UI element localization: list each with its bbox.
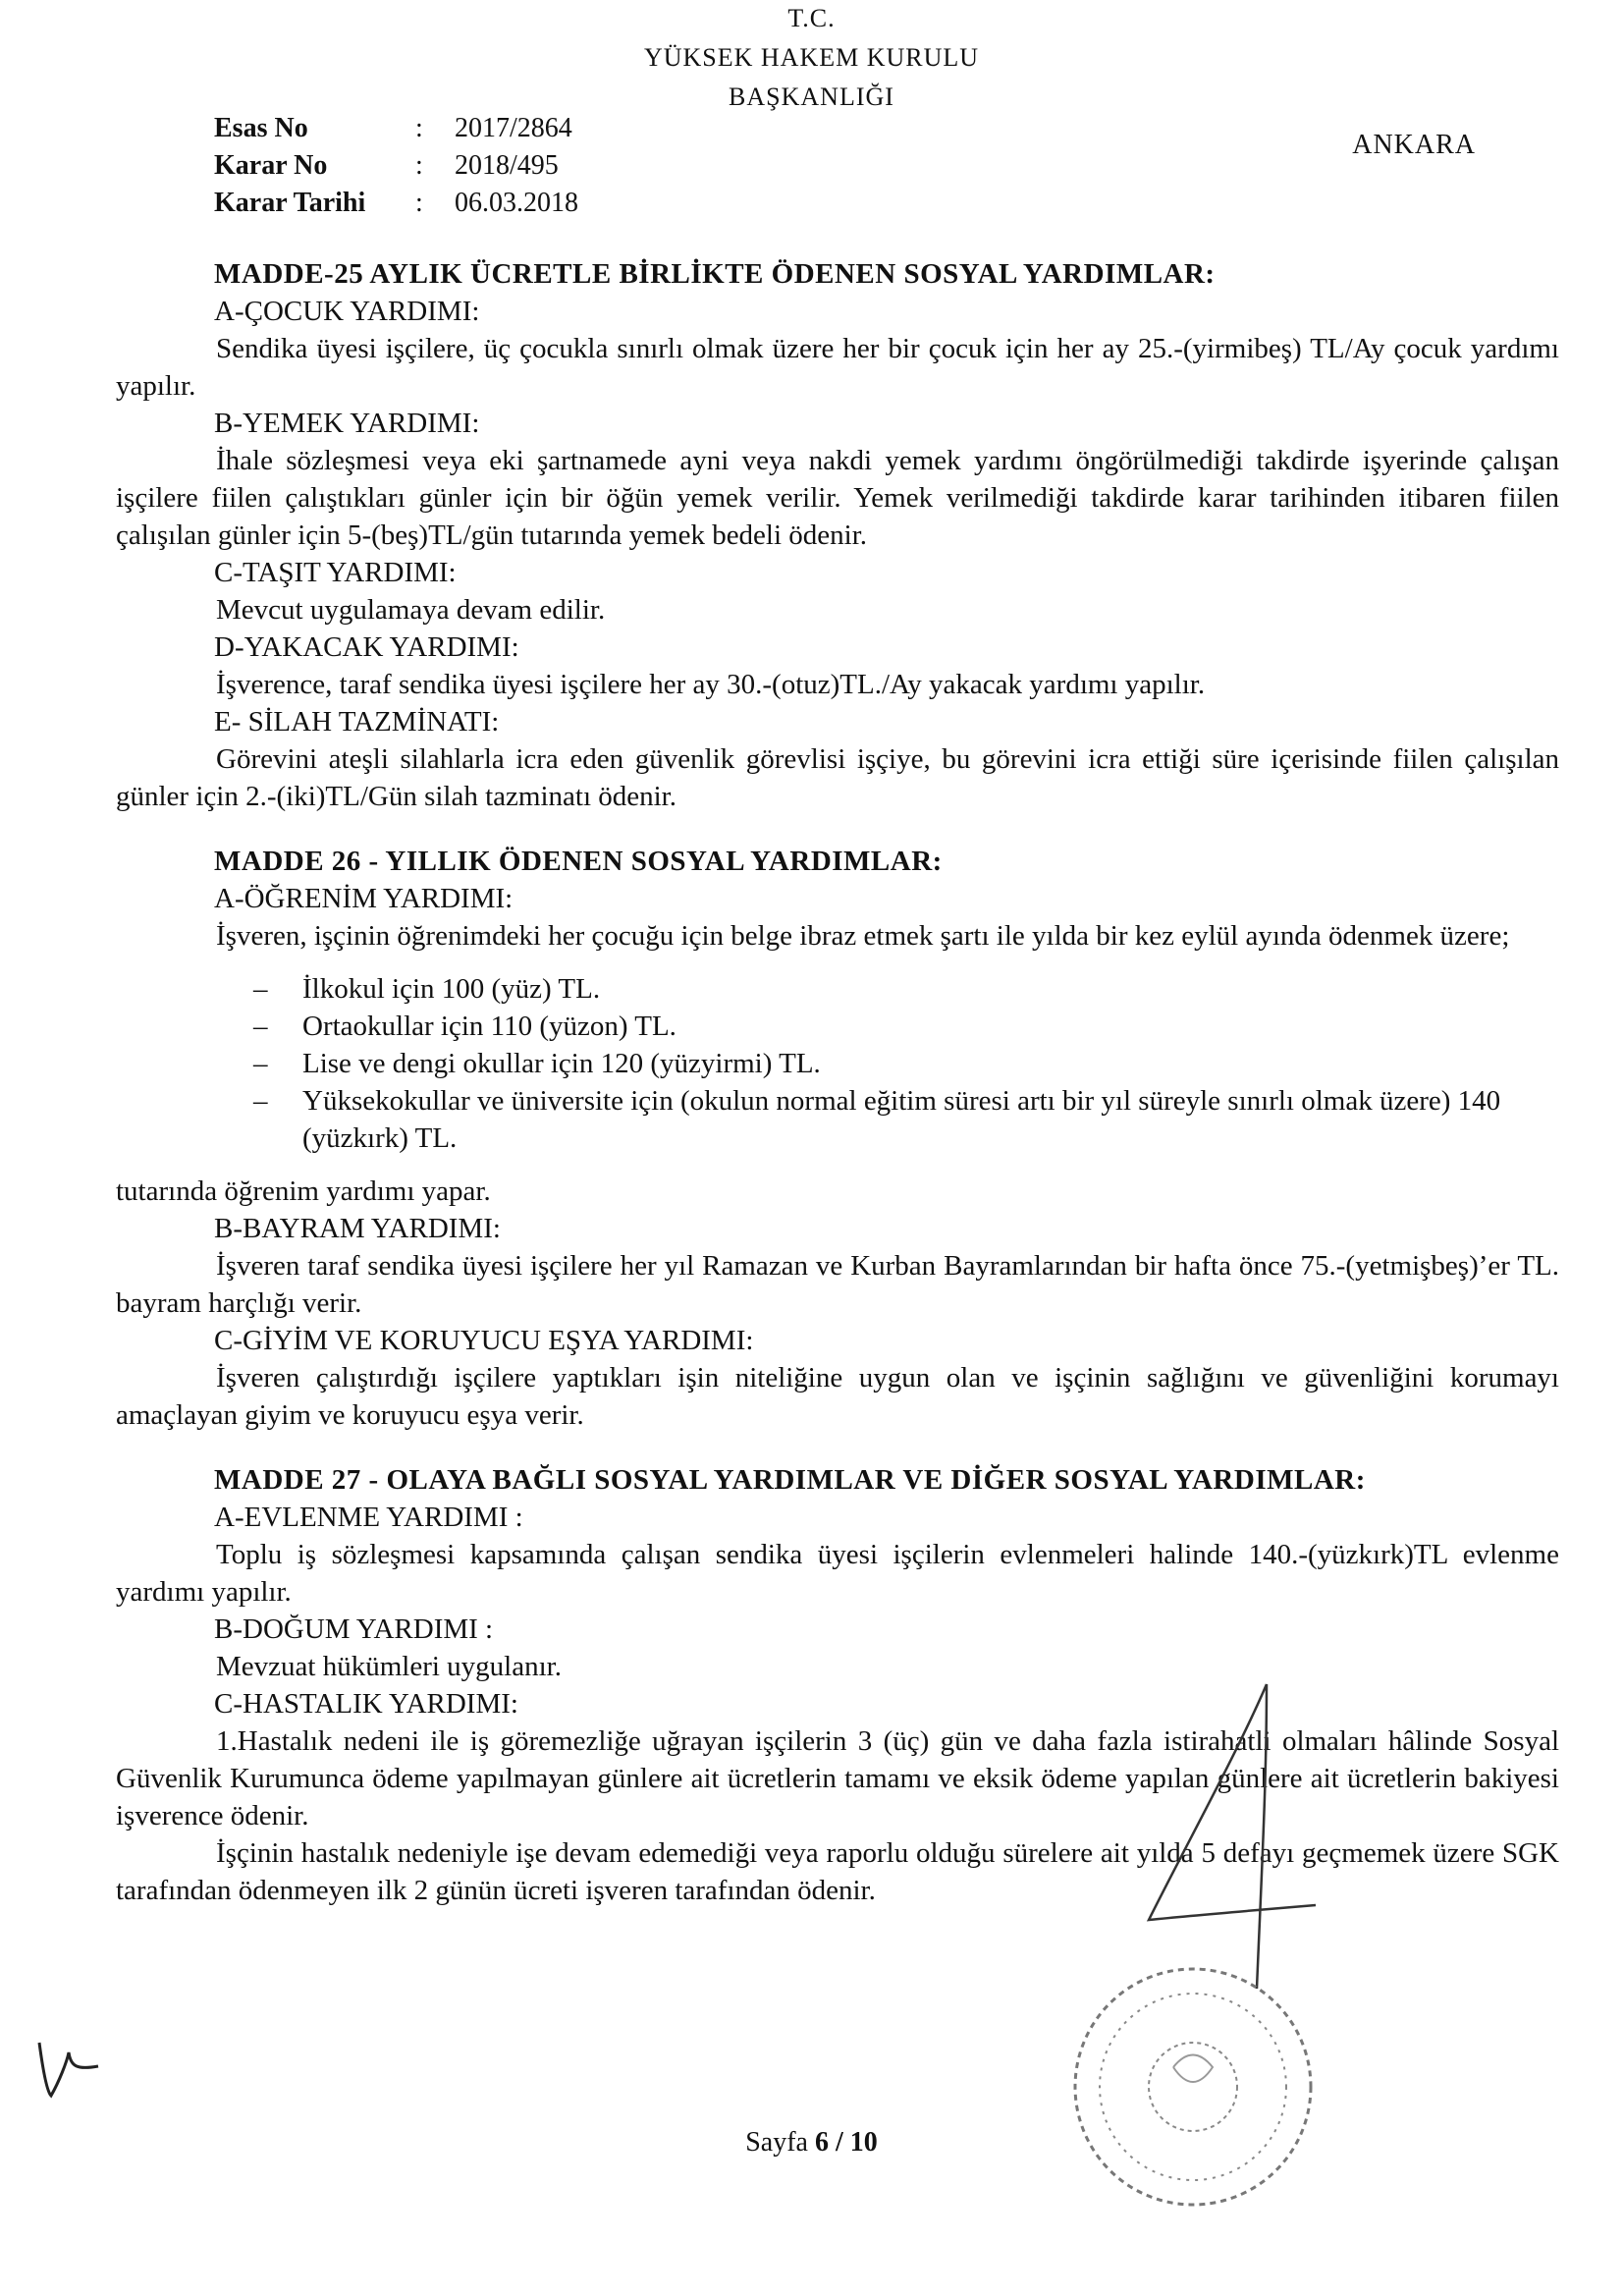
list-item-text: Yüksekokullar ve üniversite için (okulun normal eğitim süresi artı bir yıl süreyle sınırlı olmak üzere) 140 (yüzkırk) TL. <box>302 1085 1501 1154</box>
section-heading: C-HASTALIK YARDIMI: <box>214 1688 518 1720</box>
official-stamp <box>1046 1949 1340 2224</box>
paragraph: İşveren, işçinin öğrenimdeki her çocuğu için belge ibraz etmek şartı ile yılda bir kez eylül ayında ödenmek üzere; <box>216 920 1510 952</box>
meta-label: Esas No <box>214 113 308 143</box>
paragraph: Görevini ateşli silahlarla icra eden güvenlik görevlisi işçiye, bu görevini icra ettiği süre içerisinde fiilen çalışılan günler için 2.-(iki)TL/Gün silah tazminatı ödenir. <box>116 743 1559 812</box>
section-heading: D-YAKACAK YARDIMI: <box>214 631 519 663</box>
dash-bullet: – <box>253 973 268 1005</box>
paragraph: İşçinin hastalık nedeniyle işe devam edemediği veya raporlu olduğu sürelere ait yılda 5 defayı geçmemek üzere SGK tarafından ödenmeyen ilk 2 günün ücreti işveren tarafından ödenir. <box>116 1837 1559 1906</box>
paragraph: Mevzuat hükümleri uygulanır. <box>216 1651 562 1682</box>
spacer <box>116 1434 1559 1461</box>
list-item <box>253 1008 1559 1045</box>
city-label: ANKARA <box>1352 130 1476 160</box>
signature-mark <box>1119 1665 1355 1998</box>
paragraph: Mevcut uygulamaya devam edilir. <box>216 594 606 626</box>
section-heading: A-ÖĞRENİM YARDIMI: <box>214 883 514 914</box>
article-25-title: MADDE-25 AYLIK ÜCRETLE BİRLİKTE ÖDENEN SOSYAL YARDIMLAR: <box>214 258 1216 290</box>
meta-value: 2018/495 <box>455 150 559 181</box>
list-item <box>253 1045 1559 1082</box>
header-line-institution: YÜKSEK HAKEM KURULU <box>643 43 980 72</box>
paragraph: İşveren çalıştırdığı işçilere yaptıkları işin niteliğine uygun olan ve işçinin sağlığını ve güvenliğini korumayı amaçlayan giyim ve koruyucu eşya verir. <box>116 1362 1559 1431</box>
section-heading: B-DOĞUM YARDIMI : <box>214 1613 494 1645</box>
meta-colon: : <box>415 113 423 143</box>
list-item <box>253 970 1559 1008</box>
handwritten-initial <box>29 2033 108 2102</box>
meta-value: 2017/2864 <box>455 113 572 143</box>
list-item-text: Ortaokullar için 110 (yüzon) TL. <box>302 1011 676 1042</box>
meta-label: Karar Tarihi <box>214 188 366 218</box>
article-27-title: MADDE 27 - OLAYA BAĞLI SOSYAL YARDIMLAR VE DİĞER SOSYAL YARDIMLAR: <box>214 1464 1366 1496</box>
section-heading: B-BAYRAM YARDIMI: <box>214 1213 501 1244</box>
page-footer <box>0 2127 1623 2159</box>
meta-value: 06.03.2018 <box>455 188 578 218</box>
section-heading: C-TAŞIT YARDIMI: <box>214 557 457 588</box>
dash-bullet: – <box>253 1048 268 1079</box>
meta-colon: : <box>415 150 423 181</box>
page-number: 6 / 10 <box>814 2127 878 2158</box>
section-heading: E- SİLAH TAZMİNATI: <box>214 706 500 738</box>
meta-row-tarih <box>214 185 578 222</box>
page-label: Sayfa <box>745 2127 808 2158</box>
meta-row-esas <box>214 110 578 147</box>
section-heading: B-YEMEK YARDIMI: <box>214 408 480 439</box>
education-aid-list <box>253 970 1559 1157</box>
dash-bullet: – <box>253 1085 268 1117</box>
list-item-text: Lise ve dengi okullar için 120 (yüzyirmi) TL. <box>302 1048 821 1079</box>
paragraph: İşverence, taraf sendika üyesi işçilere her ay 30.-(otuz)TL./Ay yakacak yardımı yapılır. <box>216 669 1206 700</box>
list-item-text: İlkokul için 100 (yüz) TL. <box>302 973 601 1005</box>
paragraph: 1.Hastalık nedeni ile iş göremezliğe uğrayan işçilerin 3 (üç) gün ve daha fazla istirahatli olmaları hâlinde Sosyal Güvenlik Kurumunca ödeme yapılmayan günlere ait ücretlerin tamamı ve eksik ödeme yapılan günlere ait ücretlerin bakiyesi işverence ödenir. <box>116 1725 1559 1831</box>
article-26-title: MADDE 26 - YILLIK ÖDENEN SOSYAL YARDIMLAR: <box>214 846 943 877</box>
paragraph: tutarında öğrenim yardımı yapar. <box>116 1175 491 1207</box>
paragraph: İşveren taraf sendika üyesi işçilere her yıl Ramazan ve Kurban Bayramlarından bir hafta önce 75.-(yetmişbeş)’er TL. bayram harçlığı verir. <box>116 1250 1559 1319</box>
paragraph: Toplu iş sözleşmesi kapsamında çalışan sendika üyesi işçilerin evlenmeleri halinde 140.-(yüzkırk)TL evlenme yardımı yapılır. <box>116 1539 1559 1608</box>
meta-row-karar <box>214 147 578 185</box>
section-heading: A-ÇOCUK YARDIMI: <box>214 296 480 327</box>
meta-label: Karar No <box>214 150 328 181</box>
dash-bullet: – <box>253 1011 268 1042</box>
header-line-tc: T.C. <box>787 4 836 32</box>
spacer <box>116 815 1559 843</box>
section-heading: A-EVLENME YARDIMI : <box>214 1502 523 1533</box>
paragraph: Sendika üyesi işçilere, üç çocukla sınırlı olmak üzere her bir çocuk için her ay 25.-(yirmibeş) TL/Ay çocuk yardımı yapılır. <box>116 333 1559 402</box>
case-meta <box>214 110 578 222</box>
section-heading: C-GİYİM VE KORUYUCU EŞYA YARDIMI: <box>214 1325 754 1356</box>
meta-colon: : <box>415 188 423 218</box>
header-line-presidency: BAŞKANLIĞI <box>729 82 894 111</box>
paragraph: İhale sözleşmesi veya eki şartnamede ayni veya nakdi yemek yardımı öngörülmediği takdirde işyerinde çalışan işçilere fiilen çalıştıkları günler için bir öğün yemek verilir. Yemek verilmediği takdirde karar tarihinden itibaren fiilen çalışılan günler için 5-(beş)TL/gün tutarında yemek bedeli ödenir. <box>116 445 1559 551</box>
list-item <box>253 1082 1559 1157</box>
document-body <box>116 255 1559 1909</box>
